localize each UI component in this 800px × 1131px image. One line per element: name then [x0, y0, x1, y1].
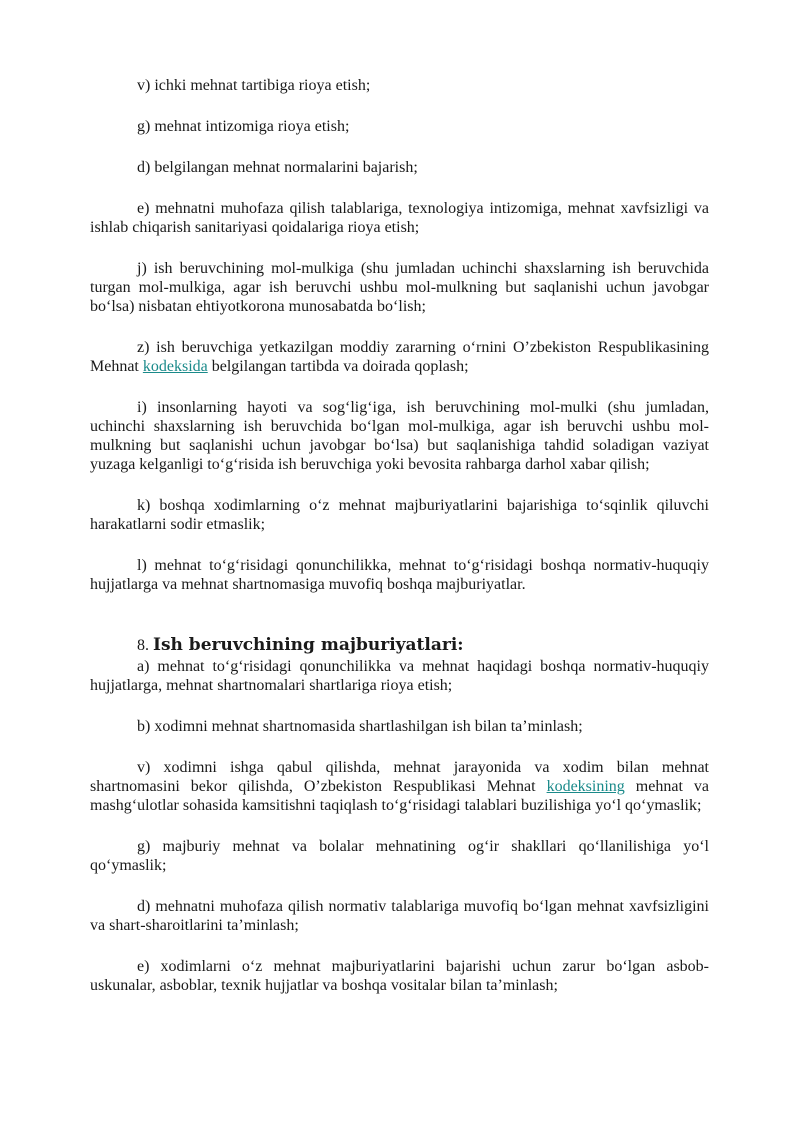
list-item: j) ish beruvchining mol-mulkiga (shu jumladan uchinchi shaxslarning ish beruvchida turgan mol-mulkiga, agar ish beruvchi ushbu mol-mulkning but saqlanishi uchun javobgar bo‘lsa) nisbatan ehtiyotkorona munosabatda bo‘lish;	[90, 260, 709, 315]
kodeksida-link[interactable]: kodeksida	[142, 358, 208, 375]
list-item-text: mehnat va mashg‘ulotlar sohasida kamsitishni taqiqlash to‘g‘risidagi talablari buzilishiga yo‘l qo‘ymaslik;	[90, 778, 709, 814]
section-title: Ish beruvchining majburiyatlari:	[153, 635, 464, 655]
list-item-text: z) ish beruvchiga yetkazilgan moddiy zararning o‘rnini O’zbekiston Respublikasining Mehnat	[90, 339, 709, 375]
list-item: a) mehnat to‘g‘risidagi qonunchilikka va mehnat haqidagi boshqa normativ-huquqiy hujjatlarga, mehnat shartnomalari shartlariga rioya etish;	[90, 658, 709, 694]
list-item: l) mehnat to‘g‘risidagi qonunchilikka, mehnat to‘g‘risidagi boshqa normativ-huquqiy hujjatlarga va mehnat shartnomasiga muvofiq boshqa majburiyatlar.	[90, 557, 709, 593]
list-item: e) mehnatni muhofaza qilish talablariga, texnologiya intizomiga, mehnat xavfsizligi va ishlab chiqarish sanitariyasi qoidalariga rioya etish;	[90, 200, 709, 236]
list-item: i) insonlarning hayoti va sog‘lig‘iga, ish beruvchining mol-mulki (shu jumladan, uchinchi shaxslarning ish beruvchida bo‘lgan mol-mulkiga, agar ish beruvchi ushbu mol-mulkning but saqlanishi uchun javobgar bo‘lsa) but saqlanishiga tahdid soladigan vaziyat yuzaga kelganligi to‘g‘risida ish beruvchiga yoki bevosita rahbarga darhol xabar qilish;	[90, 399, 709, 473]
section-number: 8.	[137, 637, 149, 654]
list-item: d) belgilangan mehnat normalarini bajarish;	[137, 159, 418, 176]
list-item: b) xodimni mehnat shartnomasida shartlashilgan ish bilan ta’minlash;	[137, 718, 583, 735]
list-item: g) mehnat intizomiga rioya etish;	[137, 118, 350, 135]
section-heading	[90, 634, 709, 657]
list-item: k) boshqa xodimlarning o‘z mehnat majburiyatlarini bajarishiga to‘sqinlik qiluvchi harakatlarni sodir etmaslik;	[90, 497, 709, 533]
kodeksining-link[interactable]: kodeksining	[546, 778, 625, 795]
list-item-text: belgilangan tartibda va doirada qoplash;	[207, 358, 469, 375]
list-item	[90, 338, 709, 376]
list-item: v) ichki mehnat tartibiga rioya etish;	[137, 77, 371, 94]
list-item: d) mehnatni muhofaza qilish normativ talablariga muvofiq bo‘lgan mehnat xavfsizligini va shart-sharoitlarini ta’minlash;	[90, 898, 709, 934]
list-item: e) xodimlarni o‘z mehnat majburiyatlarini bajarishi uchun zarur bo‘lgan asbob-uskunalar, asboblar, texnik hujjatlar va boshqa vositalar bilan ta’minlash;	[90, 958, 709, 994]
list-item	[90, 758, 709, 815]
document-page	[90, 76, 709, 1017]
list-item-text: v) xodimni ishga qabul qilishda, mehnat jarayonida va xodim bilan mehnat shartnomasini bekor qilishda, O’zbekiston Respublikasi Mehnat	[90, 759, 709, 795]
list-item: g) majburiy mehnat va bolalar mehnatining og‘ir shakllari qo‘llanilishiga yo‘l qo‘ymaslik;	[90, 838, 709, 874]
